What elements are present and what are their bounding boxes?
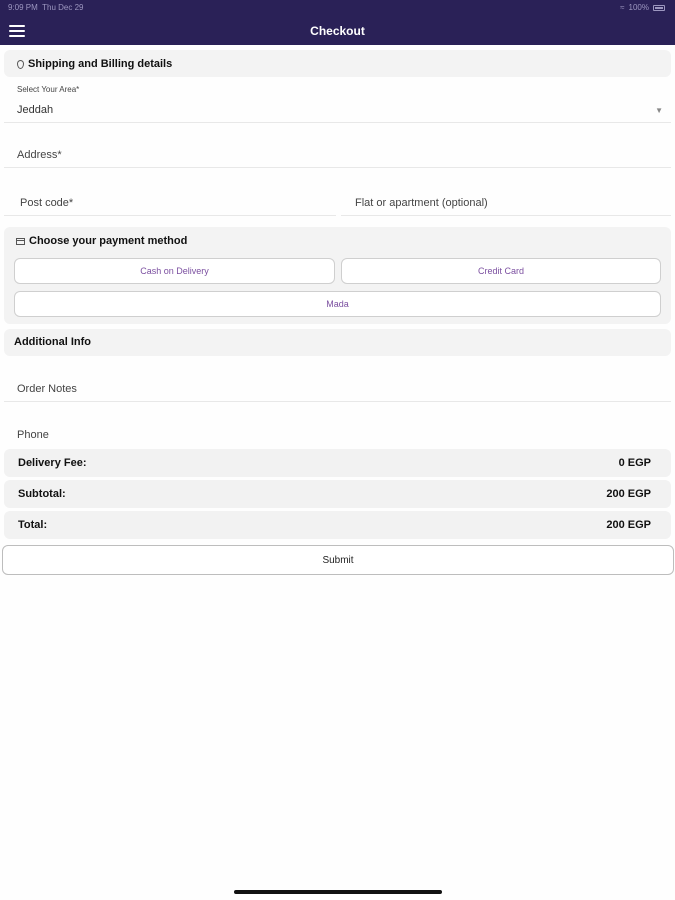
credit-card-button[interactable]	[341, 258, 661, 284]
submit-button[interactable]	[2, 545, 674, 575]
chevron-down-icon[interactable]: ▼	[655, 106, 663, 115]
postcode-field[interactable]	[4, 188, 336, 216]
card-icon	[16, 238, 25, 245]
additional-section-title: Additional Info	[14, 336, 91, 348]
total-row	[4, 511, 671, 539]
subtotal-value: 200 EGP	[606, 488, 651, 500]
area-select[interactable]	[4, 95, 671, 123]
delivery-fee-value: 0 EGP	[618, 457, 651, 469]
subtotal-label: Subtotal:	[18, 488, 66, 500]
status-bar-left	[8, 3, 83, 12]
delivery-fee-row	[4, 449, 671, 477]
shipping-section-title: Shipping and Billing details	[28, 58, 173, 70]
mada-label: Mada	[326, 299, 349, 309]
total-label: Total:	[18, 519, 48, 531]
cash-on-delivery-button[interactable]	[14, 258, 335, 284]
delivery-fee-label: Delivery Fee:	[18, 457, 87, 469]
phone-field[interactable]	[4, 419, 671, 447]
submit-label: Submit	[322, 554, 354, 566]
top-bar	[0, 0, 675, 45]
battery-percent: 100%	[628, 3, 649, 12]
total-value: 200 EGP	[606, 519, 651, 531]
cash-on-delivery-label: Cash on Delivery	[140, 266, 209, 276]
home-indicator	[234, 890, 442, 894]
order-notes-placeholder: Order Notes	[17, 383, 77, 395]
area-label: Select Your Area*	[17, 85, 80, 94]
additional-info-header	[4, 329, 671, 356]
wifi-icon: ≈	[620, 3, 625, 12]
mada-button[interactable]	[14, 291, 661, 317]
location-pin-icon	[17, 60, 24, 69]
payment-section-title: Choose your payment method	[29, 235, 188, 247]
shipping-section-header	[4, 50, 671, 77]
flat-placeholder: Flat or apartment (optional)	[355, 197, 488, 209]
area-value: Jeddah	[17, 104, 54, 116]
battery-icon	[653, 5, 665, 11]
status-date: Thu Dec 29	[42, 3, 84, 12]
status-bar-right	[620, 3, 665, 12]
subtotal-row	[4, 480, 671, 508]
credit-card-label: Credit Card	[477, 266, 524, 276]
status-time: 9:09 PM	[8, 3, 38, 12]
order-notes-field[interactable]	[4, 374, 671, 402]
phone-placeholder: Phone	[17, 429, 49, 441]
flat-field[interactable]	[341, 188, 671, 216]
address-placeholder: Address*	[17, 149, 62, 161]
page-title: Checkout	[310, 24, 365, 38]
address-field[interactable]	[4, 140, 671, 168]
postcode-placeholder: Post code*	[20, 197, 74, 209]
